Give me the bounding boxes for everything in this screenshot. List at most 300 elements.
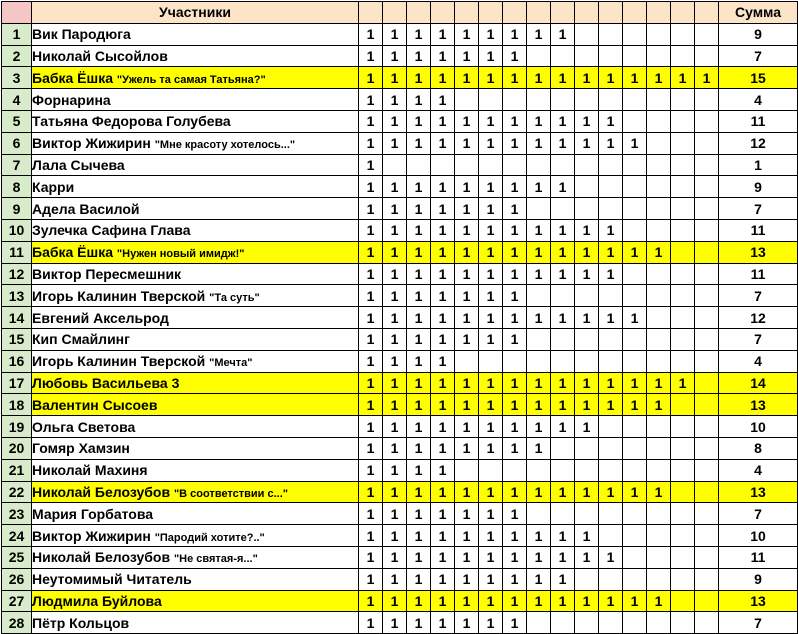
round-value: 1 xyxy=(503,394,527,416)
round-value: 1 xyxy=(431,459,455,481)
round-value: 1 xyxy=(503,132,527,154)
participant-cell xyxy=(32,241,359,263)
round-value: 1 xyxy=(407,394,431,416)
table-row xyxy=(2,437,798,459)
round-value xyxy=(695,394,719,416)
round-value: 1 xyxy=(479,67,503,89)
round-value: 1 xyxy=(359,307,383,329)
round-value xyxy=(599,285,623,307)
round-value xyxy=(695,568,719,590)
round-value: 1 xyxy=(527,23,551,45)
round-value xyxy=(455,459,479,481)
round-value: 1 xyxy=(455,590,479,612)
round-value: 1 xyxy=(455,132,479,154)
round-value: 1 xyxy=(431,546,455,568)
round-value xyxy=(551,437,575,459)
round-value xyxy=(599,45,623,67)
round-value: 1 xyxy=(431,89,455,111)
round-value xyxy=(503,89,527,111)
round-value: 1 xyxy=(527,394,551,416)
row-number: 13 xyxy=(2,285,32,307)
participant-name: Николай Белозубов xyxy=(32,483,171,500)
table-row xyxy=(2,219,798,241)
corner-cell xyxy=(2,2,32,24)
round-value: 1 xyxy=(551,263,575,285)
round-header-14 xyxy=(671,2,695,24)
round-value: 1 xyxy=(503,437,527,459)
round-value xyxy=(695,350,719,372)
row-number: 24 xyxy=(2,525,32,547)
round-value: 1 xyxy=(407,219,431,241)
round-value: 1 xyxy=(431,394,455,416)
row-number: 17 xyxy=(2,372,32,394)
participant-cell xyxy=(32,285,359,307)
round-value: 1 xyxy=(599,241,623,263)
row-number: 8 xyxy=(2,176,32,198)
row-number: 14 xyxy=(2,307,32,329)
participant-cell xyxy=(32,459,359,481)
round-value xyxy=(623,45,647,67)
round-value: 1 xyxy=(575,416,599,438)
round-value: 1 xyxy=(383,437,407,459)
participant-cell xyxy=(32,176,359,198)
round-value: 1 xyxy=(359,546,383,568)
row-number: 12 xyxy=(2,263,32,285)
round-value: 1 xyxy=(383,503,407,525)
round-value: 1 xyxy=(623,590,647,612)
round-value xyxy=(647,285,671,307)
round-value xyxy=(623,219,647,241)
round-value: 1 xyxy=(503,328,527,350)
table-row xyxy=(2,285,798,307)
participant-cell xyxy=(32,132,359,154)
round-value: 1 xyxy=(455,176,479,198)
round-value xyxy=(479,89,503,111)
round-value xyxy=(647,198,671,220)
sum-value: 11 xyxy=(719,219,798,241)
round-value xyxy=(695,132,719,154)
round-value xyxy=(647,307,671,329)
round-value xyxy=(455,350,479,372)
round-value xyxy=(527,285,551,307)
round-value xyxy=(647,328,671,350)
round-value: 1 xyxy=(359,416,383,438)
round-value: 1 xyxy=(455,525,479,547)
participant-name: Виктор Жижирин xyxy=(32,527,151,544)
round-value xyxy=(695,481,719,503)
round-value xyxy=(695,285,719,307)
round-value xyxy=(695,307,719,329)
round-value xyxy=(527,612,551,634)
round-value: 1 xyxy=(623,394,647,416)
header-row xyxy=(2,2,798,24)
participant-cell xyxy=(32,546,359,568)
round-value: 1 xyxy=(407,67,431,89)
round-value xyxy=(623,459,647,481)
round-value: 1 xyxy=(455,394,479,416)
participant-name: Вик Пародюга xyxy=(32,26,131,43)
round-value: 1 xyxy=(623,132,647,154)
table-row xyxy=(2,328,798,350)
row-number: 28 xyxy=(2,612,32,634)
round-value: 1 xyxy=(407,241,431,263)
round-value: 1 xyxy=(359,285,383,307)
round-value xyxy=(599,503,623,525)
participant-name: Людмила Буйлова xyxy=(32,592,162,609)
round-value: 1 xyxy=(503,590,527,612)
round-value xyxy=(599,525,623,547)
round-value: 1 xyxy=(551,67,575,89)
round-header-7 xyxy=(503,2,527,24)
table-row xyxy=(2,612,798,634)
round-value: 1 xyxy=(503,110,527,132)
round-value: 1 xyxy=(359,219,383,241)
round-value: 1 xyxy=(479,176,503,198)
participant-cell xyxy=(32,590,359,612)
round-value: 1 xyxy=(383,241,407,263)
round-value: 1 xyxy=(407,176,431,198)
sum-header: Сумма xyxy=(719,2,798,24)
round-value xyxy=(527,198,551,220)
round-value: 1 xyxy=(575,546,599,568)
round-value: 1 xyxy=(671,372,695,394)
round-value: 1 xyxy=(479,416,503,438)
round-value: 1 xyxy=(383,525,407,547)
round-value: 1 xyxy=(503,219,527,241)
round-value: 1 xyxy=(599,372,623,394)
round-value xyxy=(695,176,719,198)
round-value xyxy=(551,89,575,111)
participant-name: Татьяна Федорова Голубева xyxy=(32,113,231,130)
round-header-6 xyxy=(479,2,503,24)
round-value xyxy=(551,154,575,176)
round-value xyxy=(527,503,551,525)
round-value: 1 xyxy=(527,546,551,568)
table-row xyxy=(2,307,798,329)
round-value xyxy=(599,459,623,481)
round-value xyxy=(623,568,647,590)
round-value: 1 xyxy=(359,263,383,285)
round-value: 1 xyxy=(383,89,407,111)
round-value: 1 xyxy=(503,546,527,568)
round-value xyxy=(671,546,695,568)
round-value: 1 xyxy=(455,110,479,132)
round-header-10 xyxy=(575,2,599,24)
round-value xyxy=(551,459,575,481)
sum-value: 9 xyxy=(719,568,798,590)
round-value xyxy=(575,612,599,634)
round-value xyxy=(623,176,647,198)
round-value: 1 xyxy=(431,45,455,67)
round-value: 1 xyxy=(551,590,575,612)
round-value: 1 xyxy=(575,307,599,329)
round-value: 1 xyxy=(431,23,455,45)
round-value: 1 xyxy=(575,241,599,263)
round-value: 1 xyxy=(431,437,455,459)
table-row xyxy=(2,503,798,525)
round-value: 1 xyxy=(575,394,599,416)
participant-cell xyxy=(32,372,359,394)
sum-value: 15 xyxy=(719,67,798,89)
round-value: 1 xyxy=(455,45,479,67)
round-value: 1 xyxy=(479,328,503,350)
sum-value: 10 xyxy=(719,416,798,438)
round-value: 1 xyxy=(551,568,575,590)
round-value: 1 xyxy=(383,285,407,307)
participant-cell xyxy=(32,503,359,525)
sum-value: 13 xyxy=(719,590,798,612)
round-value: 1 xyxy=(431,612,455,634)
round-value: 1 xyxy=(383,546,407,568)
round-value: 1 xyxy=(503,372,527,394)
round-header-4 xyxy=(431,2,455,24)
row-number: 25 xyxy=(2,546,32,568)
participant-note: "Мечта" xyxy=(209,357,253,370)
round-value: 1 xyxy=(623,241,647,263)
round-value xyxy=(695,459,719,481)
table-row xyxy=(2,67,798,89)
round-value: 1 xyxy=(623,481,647,503)
round-value: 1 xyxy=(431,132,455,154)
round-value xyxy=(671,285,695,307)
round-value: 1 xyxy=(407,89,431,111)
round-value: 1 xyxy=(407,503,431,525)
round-value xyxy=(551,328,575,350)
round-value: 1 xyxy=(455,67,479,89)
round-value: 1 xyxy=(527,481,551,503)
round-value xyxy=(479,154,503,176)
table-row xyxy=(2,525,798,547)
round-value xyxy=(647,110,671,132)
round-value: 1 xyxy=(383,394,407,416)
round-value xyxy=(671,612,695,634)
round-value: 1 xyxy=(479,219,503,241)
round-value xyxy=(407,154,431,176)
participants-header: Участники xyxy=(32,2,359,24)
round-value: 1 xyxy=(527,263,551,285)
round-header-15 xyxy=(695,2,719,24)
round-value xyxy=(599,89,623,111)
round-value xyxy=(575,503,599,525)
round-value xyxy=(551,503,575,525)
participant-name: Лала Сычева xyxy=(32,156,125,173)
round-value: 1 xyxy=(383,372,407,394)
round-value: 1 xyxy=(407,481,431,503)
round-value: 1 xyxy=(359,590,383,612)
round-value: 1 xyxy=(407,416,431,438)
round-value: 1 xyxy=(575,67,599,89)
table-body xyxy=(2,23,798,633)
round-value: 1 xyxy=(527,525,551,547)
round-value: 1 xyxy=(623,67,647,89)
sum-value: 7 xyxy=(719,503,798,525)
round-value: 1 xyxy=(359,176,383,198)
round-value: 1 xyxy=(455,219,479,241)
row-number: 15 xyxy=(2,328,32,350)
round-value xyxy=(575,437,599,459)
row-number: 5 xyxy=(2,110,32,132)
sum-value: 9 xyxy=(719,176,798,198)
round-value: 1 xyxy=(479,307,503,329)
round-value: 1 xyxy=(407,132,431,154)
round-value: 1 xyxy=(359,89,383,111)
round-value: 1 xyxy=(359,67,383,89)
round-value: 1 xyxy=(383,176,407,198)
round-value xyxy=(551,350,575,372)
round-value xyxy=(431,154,455,176)
round-value: 1 xyxy=(551,110,575,132)
round-value: 1 xyxy=(407,110,431,132)
round-value: 1 xyxy=(527,219,551,241)
round-value: 1 xyxy=(407,263,431,285)
round-value xyxy=(647,416,671,438)
round-value xyxy=(671,416,695,438)
round-value xyxy=(575,328,599,350)
participant-name: Бабка Ёшка xyxy=(32,69,114,86)
participant-name: Евгений Аксельрод xyxy=(32,309,169,326)
row-number: 26 xyxy=(2,568,32,590)
round-header-11 xyxy=(599,2,623,24)
round-value: 1 xyxy=(359,372,383,394)
round-value: 1 xyxy=(527,241,551,263)
round-value: 1 xyxy=(599,67,623,89)
round-value: 1 xyxy=(359,503,383,525)
round-value xyxy=(695,241,719,263)
round-header-5 xyxy=(455,2,479,24)
round-value: 1 xyxy=(455,437,479,459)
round-header-3 xyxy=(407,2,431,24)
round-value: 1 xyxy=(359,525,383,547)
round-value xyxy=(599,350,623,372)
round-header-13 xyxy=(647,2,671,24)
round-value: 1 xyxy=(479,612,503,634)
round-value xyxy=(647,23,671,45)
round-value: 1 xyxy=(431,568,455,590)
participant-note: "Та суть" xyxy=(209,291,260,304)
round-value: 1 xyxy=(383,45,407,67)
round-value: 1 xyxy=(431,590,455,612)
round-value: 1 xyxy=(431,176,455,198)
round-value xyxy=(671,45,695,67)
row-number: 10 xyxy=(2,219,32,241)
round-value: 1 xyxy=(551,546,575,568)
round-value: 1 xyxy=(359,198,383,220)
round-value xyxy=(599,437,623,459)
round-value: 1 xyxy=(503,285,527,307)
round-value: 1 xyxy=(455,612,479,634)
participant-note: "В соответствии с..." xyxy=(173,487,289,500)
round-value: 1 xyxy=(431,285,455,307)
round-value: 1 xyxy=(431,416,455,438)
participant-cell xyxy=(32,219,359,241)
round-value: 1 xyxy=(599,590,623,612)
round-value xyxy=(671,241,695,263)
sum-value: 7 xyxy=(719,612,798,634)
row-number: 19 xyxy=(2,416,32,438)
round-value: 1 xyxy=(407,568,431,590)
sum-value: 11 xyxy=(719,110,798,132)
round-value xyxy=(647,45,671,67)
row-number: 2 xyxy=(2,45,32,67)
round-value: 1 xyxy=(431,110,455,132)
round-value xyxy=(383,154,407,176)
round-value xyxy=(647,350,671,372)
round-header-2 xyxy=(383,2,407,24)
round-value xyxy=(623,154,647,176)
round-value xyxy=(647,89,671,111)
round-value: 1 xyxy=(695,67,719,89)
table-row xyxy=(2,263,798,285)
round-value xyxy=(671,176,695,198)
round-value xyxy=(599,198,623,220)
round-value xyxy=(551,45,575,67)
round-value: 1 xyxy=(503,241,527,263)
round-value: 1 xyxy=(527,307,551,329)
row-number: 3 xyxy=(2,67,32,89)
participant-name: Валентин Сысоев xyxy=(32,396,158,413)
round-value xyxy=(599,568,623,590)
round-value: 1 xyxy=(551,372,575,394)
participant-note: "Ужель та самая Татьяна?" xyxy=(116,73,266,86)
round-value xyxy=(623,350,647,372)
round-value xyxy=(575,285,599,307)
table-row xyxy=(2,416,798,438)
round-value: 1 xyxy=(407,307,431,329)
round-value: 1 xyxy=(503,525,527,547)
round-value xyxy=(551,612,575,634)
round-value: 1 xyxy=(479,568,503,590)
round-value: 1 xyxy=(431,525,455,547)
table-row xyxy=(2,23,798,45)
table-row xyxy=(2,110,798,132)
round-value: 1 xyxy=(551,307,575,329)
participant-cell xyxy=(32,23,359,45)
round-value xyxy=(671,394,695,416)
participant-name: Карри xyxy=(32,178,75,195)
row-number: 4 xyxy=(2,89,32,111)
round-value: 1 xyxy=(479,437,503,459)
round-value: 1 xyxy=(455,372,479,394)
round-value: 1 xyxy=(647,394,671,416)
participant-cell xyxy=(32,198,359,220)
round-value xyxy=(647,459,671,481)
round-value xyxy=(527,45,551,67)
round-value: 1 xyxy=(575,132,599,154)
round-value: 1 xyxy=(503,263,527,285)
round-value xyxy=(695,154,719,176)
round-value xyxy=(527,89,551,111)
round-value xyxy=(671,525,695,547)
participant-note: "Мне красоту хотелось..." xyxy=(154,139,296,152)
round-header-8 xyxy=(527,2,551,24)
sum-value: 13 xyxy=(719,481,798,503)
round-value: 1 xyxy=(383,198,407,220)
round-value xyxy=(599,612,623,634)
round-value xyxy=(575,176,599,198)
round-value xyxy=(479,459,503,481)
round-value: 1 xyxy=(551,416,575,438)
round-value xyxy=(527,328,551,350)
round-value: 1 xyxy=(479,198,503,220)
round-value: 1 xyxy=(527,590,551,612)
round-value xyxy=(671,568,695,590)
table-row xyxy=(2,459,798,481)
round-value: 1 xyxy=(479,394,503,416)
round-value: 1 xyxy=(407,459,431,481)
round-value xyxy=(695,546,719,568)
round-value: 1 xyxy=(455,546,479,568)
round-value: 1 xyxy=(455,416,479,438)
